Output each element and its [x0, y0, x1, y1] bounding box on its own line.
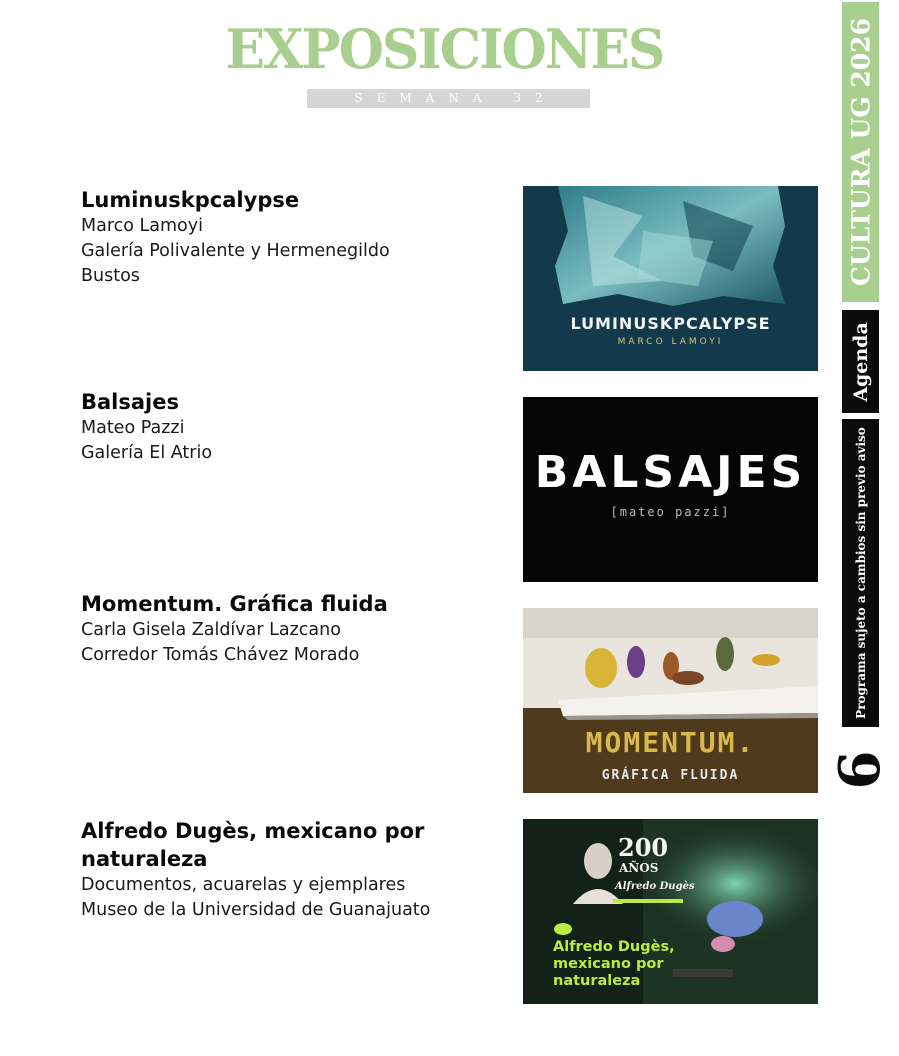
section-vertical-banner	[842, 310, 879, 413]
poster-artist: MARCO LAMOYI	[617, 337, 724, 347]
poster-artist: [mateo pazzi]	[610, 505, 731, 519]
event-title: Balsajes	[81, 390, 179, 414]
event-item-balsajes	[81, 388, 501, 466]
event-venue: Corredor Tomás Chávez Morado	[81, 645, 360, 665]
poster-title: MOMENTUM.	[585, 726, 756, 759]
notice-label: Programa sujeto a cambios sin previo aviso	[853, 427, 868, 719]
event-artist: Carla Gisela Zaldívar Lazcano	[81, 620, 341, 640]
poster-luminuskpcalypse	[523, 186, 818, 371]
event-item-momentum	[81, 590, 501, 668]
event-description: Documentos, acuarelas y ejemplares	[81, 875, 406, 895]
event-venue-cont: Bustos	[81, 266, 140, 286]
anniversary-name: Alfredo Dugès	[615, 881, 695, 892]
poster-artwork	[523, 608, 818, 793]
event-venue: Museo de la Universidad de Guanajuato	[81, 900, 431, 920]
poster-title: Alfredo Dugès, mexicano por naturaleza	[553, 939, 675, 989]
poster-title: LUMINUSKPCALYPSE	[570, 314, 771, 333]
event-item-luminuskpcalypse	[81, 186, 501, 289]
page-number: 6	[827, 750, 893, 790]
brand-vertical-banner	[842, 2, 879, 302]
week-label: SEMANA 32	[307, 89, 590, 108]
poster-balsajes	[523, 397, 818, 582]
poster-title: BALSAJES	[534, 447, 807, 498]
event-item-duges	[81, 817, 501, 923]
event-venue: Galería Polivalente y Hermenegildo	[81, 241, 390, 261]
event-venue: Galería El Atrio	[81, 443, 213, 463]
page-title: EXPOSICIONES	[225, 17, 664, 82]
event-title: Alfredo Dugès, mexicano por naturaleza	[81, 819, 425, 871]
anniversary-number: 200	[618, 833, 669, 862]
event-artist: Marco Lamoyi	[81, 216, 203, 236]
event-artist: Mateo Pazzi	[81, 418, 185, 438]
brand-label: CULTURA UG 2026	[846, 18, 875, 286]
poster-subtitle: GRÁFICA FLUIDA	[601, 768, 740, 783]
poster-momentum	[523, 608, 818, 793]
anniversary-years: AÑOS	[619, 861, 659, 875]
notice-vertical-banner	[842, 419, 879, 727]
poster-duges	[523, 819, 818, 1004]
section-label: Agenda	[849, 321, 872, 402]
event-title: Luminuskpcalypse	[81, 188, 300, 212]
event-title: Momentum. Gráfica fluida	[81, 592, 388, 616]
